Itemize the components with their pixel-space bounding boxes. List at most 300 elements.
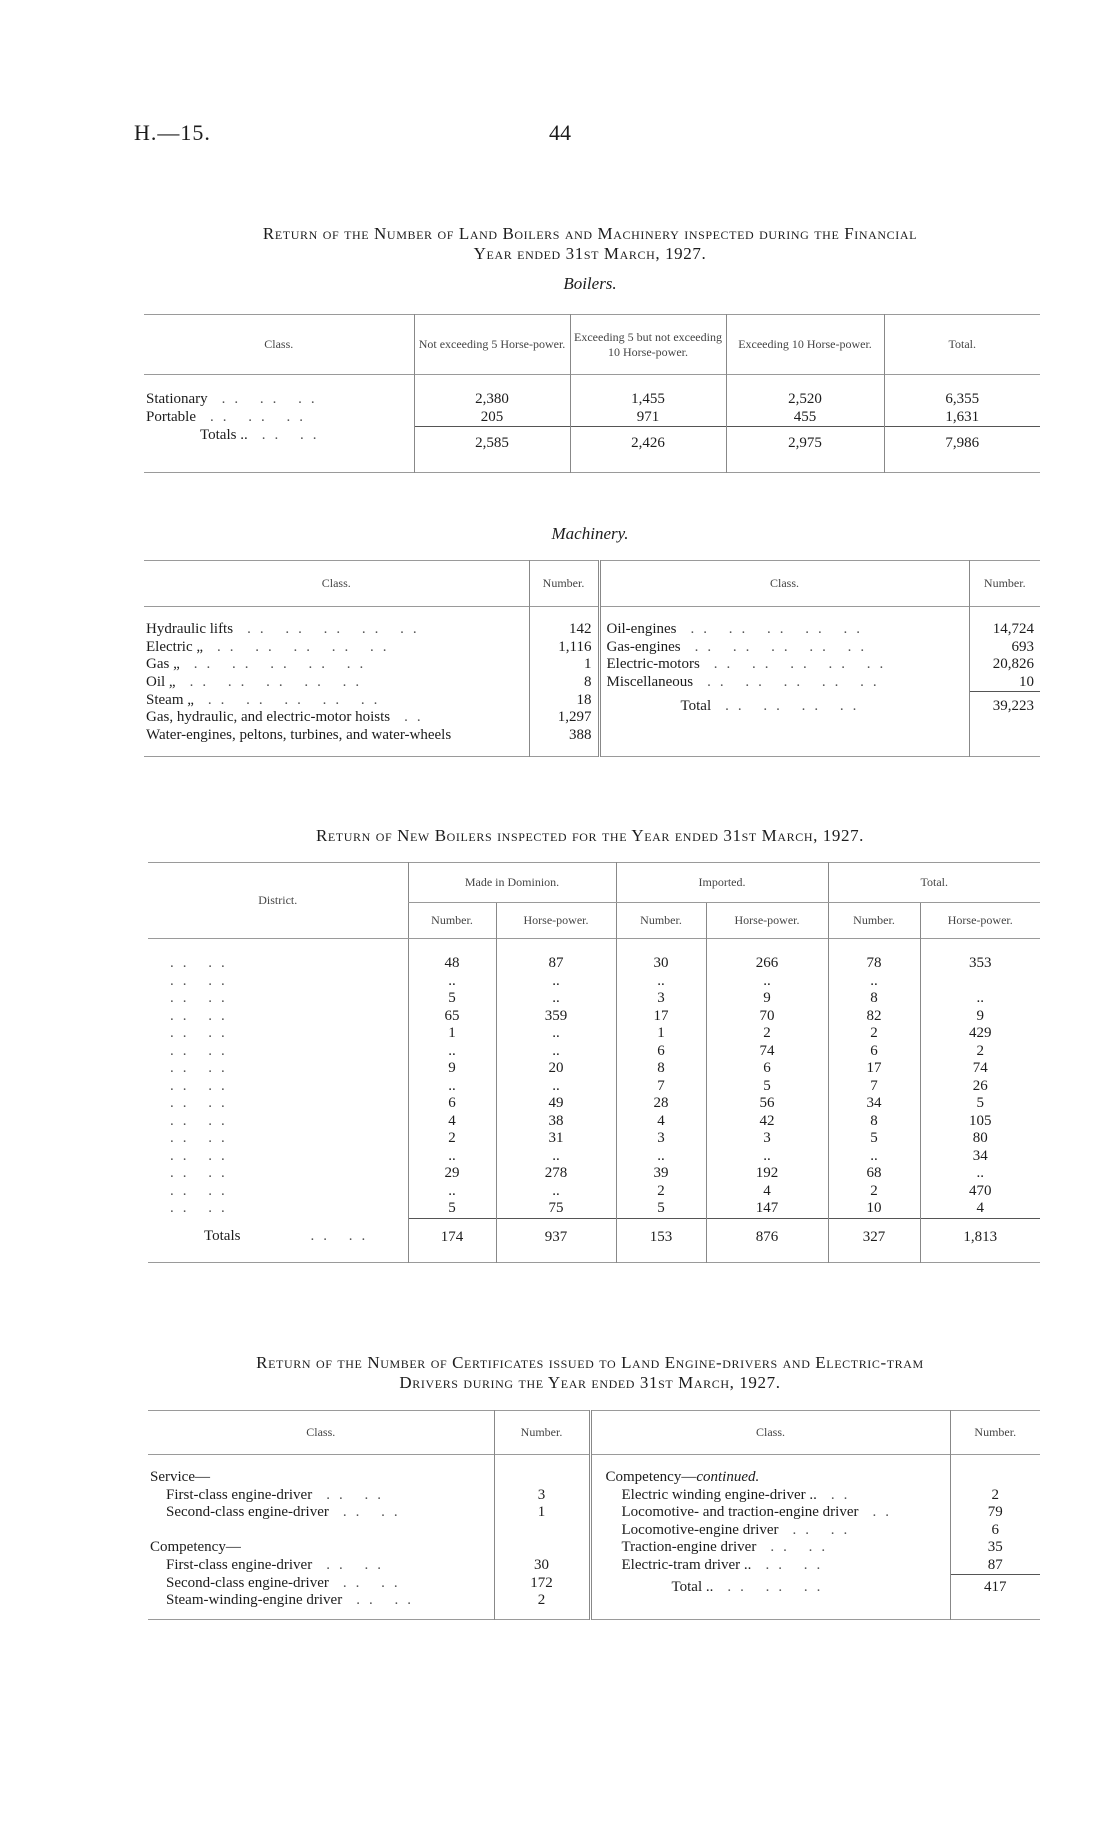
district-name (148, 1095, 408, 1113)
district-row (148, 1095, 1040, 1113)
machinery-left-class (144, 692, 529, 710)
certificate-right-number: 6 (950, 1522, 1040, 1540)
totals-label (148, 1218, 408, 1262)
certificates-total-number: 417 (950, 1575, 1040, 1610)
machinery-right-class (599, 607, 969, 639)
district-name (148, 1165, 408, 1183)
district-cell-t_n: 6 (828, 1043, 920, 1061)
header-total-horse-power: Horse-power. (920, 903, 1040, 939)
machinery-total-label-leader-dots: .. .. .. .. (725, 697, 866, 714)
boilers-header-col1: Not exceeding 5 Horse-power. (414, 315, 570, 375)
certificate-right-class (590, 1539, 950, 1557)
district-cell-t_hp: 429 (920, 1025, 1040, 1043)
header-imported-horse-power: Horse-power. (706, 903, 828, 939)
district-cell-t_hp: .. (920, 990, 1040, 1008)
district-row (148, 1200, 1040, 1218)
district-cell-md_hp: .. (496, 1148, 616, 1166)
certificate-left-number: 172 (494, 1575, 590, 1593)
boilers-subtitle: Boilers. (563, 274, 617, 293)
district-cell-im_hp: 6 (706, 1060, 828, 1078)
header-imported-number: Number. (616, 903, 706, 939)
district-cell-t_hp: .. (920, 1165, 1040, 1183)
certificate-left-number: 2 (494, 1592, 590, 1610)
district-row (148, 1113, 1040, 1131)
certificate-right-class (590, 1504, 950, 1522)
machinery-left-class-text: Electric „ (146, 638, 204, 655)
certificate-right-number: 79 (950, 1504, 1040, 1522)
district-cell-t_n: 78 (828, 939, 920, 973)
machinery-right-class-text: Electric-motors (606, 656, 700, 672)
boilers-cell-c1: 205 (414, 409, 570, 427)
certificate-left-class (148, 1522, 494, 1540)
certificate-right-class-leader-dots: .. .. (792, 1521, 857, 1538)
boilers-totals-label-leader-dots: .. .. (261, 426, 326, 443)
certificate-right-class-text: Locomotive- and traction-engine driver (621, 1504, 859, 1520)
district-cell-t_n: 10 (828, 1200, 920, 1218)
district-cell-t_hp: 74 (920, 1060, 1040, 1078)
machinery-left-class-leader-dots: .. .. .. .. .. (247, 621, 426, 637)
certs-spacer-cell (494, 1610, 590, 1620)
district-row (148, 1183, 1040, 1201)
district-name-leader-dots: .. .. (170, 972, 234, 989)
certificate-row (148, 1504, 1040, 1522)
machinery-left-class-text: Oil „ (146, 673, 176, 690)
certificate-left-class-leader-dots: .. .. (326, 1556, 390, 1573)
machinery-left-number: 388 (529, 727, 599, 745)
machinery-row (144, 674, 1040, 692)
district-cell-md_n: 6 (408, 1095, 496, 1113)
certificate-left-number: 30 (494, 1557, 590, 1575)
certificate-row (148, 1455, 1040, 1487)
machinery-left-number: 1 (529, 656, 599, 674)
district-cell-md_n: .. (408, 1183, 496, 1201)
header-total-number: Number. (828, 903, 920, 939)
machinery-right-number: 693 (969, 639, 1040, 657)
certificate-left-class-text: Service— (150, 1469, 210, 1485)
district-cell-t_hp: 105 (920, 1113, 1040, 1131)
district-cell-im_hp: 3 (706, 1130, 828, 1148)
certificate-right-class (590, 1557, 950, 1575)
district-cell-t_n: 7 (828, 1078, 920, 1096)
district-name (148, 1043, 408, 1061)
certificate-right-number: 35 (950, 1539, 1040, 1557)
district-name (148, 1148, 408, 1166)
machinery-left-class (144, 607, 529, 639)
header-made-horse-power: Horse-power. (496, 903, 616, 939)
boilers-cell-c3: 2,520 (726, 375, 884, 409)
machinery-right-number: 10 (969, 674, 1040, 692)
certificate-right-class (590, 1522, 950, 1540)
district-name (148, 939, 408, 973)
certificate-right-class-text: Locomotive-engine driver (621, 1521, 779, 1538)
district-cell-im_n: 1 (616, 1025, 706, 1043)
section1-title (140, 224, 1040, 264)
district-cell-t_hp: 4 (920, 1200, 1040, 1218)
district-cell-im_hp: .. (706, 973, 828, 991)
district-cell-im_n: 8 (616, 1060, 706, 1078)
machinery-left-class-text: Gas, hydraulic, and electric-motor hoists (146, 709, 391, 725)
district-cell-md_hp: 38 (496, 1113, 616, 1131)
district-cell-md_n: .. (408, 1043, 496, 1061)
district-cell-md_n: .. (408, 1148, 496, 1166)
district-cell-t_hp: 2 (920, 1043, 1040, 1061)
machinery-row (144, 639, 1040, 657)
district-row (148, 1148, 1040, 1166)
district-cell-md_n: 9 (408, 1060, 496, 1078)
district-cell-md_n: 65 (408, 1008, 496, 1026)
header-imported: Imported. (616, 863, 828, 903)
certificate-right-heading (590, 1455, 950, 1487)
header-total: Total. (828, 863, 1040, 903)
machinery-total-label-text: Total (680, 697, 712, 714)
district-row (148, 990, 1040, 1008)
certificate-row (148, 1539, 1040, 1557)
district-name-leader-dots: .. .. (170, 1007, 234, 1024)
machinery-left-class-text: Gas „ (146, 656, 180, 672)
certificate-right-class (590, 1487, 950, 1505)
machinery-left-class-leader-dots: .. .. .. .. .. (189, 673, 369, 690)
district-name-leader-dots: .. .. (170, 1130, 234, 1146)
district-name (148, 1060, 408, 1078)
heading-italic: continued. (696, 1469, 760, 1485)
district-row (148, 1130, 1040, 1148)
district-cell-t_n: 34 (828, 1095, 920, 1113)
district-cell-im_n: .. (616, 1148, 706, 1166)
district-cell-im_n: .. (616, 973, 706, 991)
district-cell-md_hp: 87 (496, 939, 616, 973)
certificate-row (148, 1557, 1040, 1575)
certificate-left-class-text: Second-class engine-driver (166, 1574, 329, 1591)
certificate-left-class-text: Steam-winding-engine driver (166, 1592, 343, 1608)
district-cell-t_n: 2 (828, 1183, 920, 1201)
totals-label-leader-dots: .. .. (310, 1228, 375, 1244)
machinery-header-class-left: Class. (321, 576, 351, 590)
machinery-row (144, 727, 1040, 745)
district-cell-im_hp: 5 (706, 1078, 828, 1096)
district-cell-im_hp: 4 (706, 1183, 828, 1201)
district-cell-t_hp: 34 (920, 1148, 1040, 1166)
boilers-totals-label-text: Totals .. (200, 426, 248, 443)
machinery-left-number: 18 (529, 692, 599, 710)
totals-label-text: Totals (204, 1228, 241, 1244)
header-made-number: Number. (408, 903, 496, 939)
document-reference: H.—15. (134, 120, 211, 145)
district-row (148, 1165, 1040, 1183)
certificate-right-class-text: Traction-engine driver (621, 1539, 757, 1555)
heading-plain: Competency— (605, 1469, 697, 1485)
new-boilers-totals-row (148, 1218, 1040, 1262)
machinery-header-class-right: Class. (599, 561, 969, 607)
district-cell-im_n: 3 (616, 1130, 706, 1148)
district-cell-md_hp: 31 (496, 1130, 616, 1148)
district-cell-t_n: 8 (828, 990, 920, 1008)
district-cell-md_n: 4 (408, 1113, 496, 1131)
certificate-left-class-leader-dots: .. .. (326, 1486, 390, 1503)
district-cell-t_hp (920, 973, 1040, 991)
certificates-total-label-leader-dots: .. .. .. (727, 1578, 830, 1595)
certificate-right-class-leader-dots: .. (830, 1486, 857, 1503)
machinery-right-class-leader-dots: .. .. .. .. .. (713, 656, 893, 672)
totals-t_hp: 1,813 (920, 1218, 1040, 1262)
district-cell-t_hp: 353 (920, 939, 1040, 973)
district-cell-t_n: 8 (828, 1113, 920, 1131)
district-cell-im_hp: 2 (706, 1025, 828, 1043)
district-cell-md_hp: .. (496, 990, 616, 1008)
certificate-left-class-text: First-class engine-driver (166, 1486, 313, 1503)
district-cell-md_n: 29 (408, 1165, 496, 1183)
district-cell-im_n: 30 (616, 939, 706, 973)
certificate-left-class (148, 1539, 494, 1557)
district-cell-t_n: 5 (828, 1130, 920, 1148)
certificate-left-class (148, 1504, 494, 1522)
boilers-row-class (144, 409, 414, 427)
district-cell-im_n: 5 (616, 1200, 706, 1218)
machinery-bottom-rule (144, 744, 1040, 756)
certificate-row (148, 1575, 1040, 1593)
machinery-right-class-text: Gas-engines (606, 638, 681, 655)
certificate-left-number (494, 1522, 590, 1540)
certs-spacer-cell (148, 1610, 494, 1620)
boilers-totals-label (144, 427, 414, 473)
district-row (148, 939, 1040, 973)
district-cell-md_n: 5 (408, 990, 496, 1008)
district-cell-md_hp: .. (496, 1043, 616, 1061)
certificate-left-number: 1 (494, 1504, 590, 1522)
machinery-left-class (144, 727, 529, 745)
district-cell-im_hp: 70 (706, 1008, 828, 1026)
machinery-left-class (144, 656, 529, 674)
district-name (148, 1025, 408, 1043)
district-cell-md_hp: .. (496, 1025, 616, 1043)
certs-bottom-rule (148, 1610, 1040, 1620)
district-cell-t_n: .. (828, 1148, 920, 1166)
district-row (148, 973, 1040, 991)
boilers-table (144, 314, 1040, 473)
machinery-spacer-cell (969, 744, 1040, 756)
machinery-header-number-left: Number. (529, 561, 599, 607)
certificate-right-number: 87 (950, 1557, 1040, 1575)
machinery-table (144, 560, 1040, 757)
district-name-leader-dots: .. .. (170, 1147, 234, 1164)
boilers-cell-c3: 455 (726, 409, 884, 427)
certificate-left-class-leader-dots: .. .. (356, 1592, 420, 1608)
district-name-leader-dots: .. .. (170, 1060, 234, 1076)
machinery-spacer-cell (144, 744, 529, 756)
district-name-leader-dots: .. .. (170, 990, 234, 1006)
certs-header-class-left: Class. (306, 1425, 336, 1439)
district-name (148, 1183, 408, 1201)
district-cell-im_n: 17 (616, 1008, 706, 1026)
district-cell-t_hp: 470 (920, 1183, 1040, 1201)
district-cell-im_n: 28 (616, 1095, 706, 1113)
district-row (148, 1025, 1040, 1043)
district-cell-t_n: 82 (828, 1008, 920, 1026)
machinery-right-class-leader-dots: .. .. .. .. .. (707, 673, 886, 690)
machinery-left-class-text: Steam „ (146, 691, 194, 708)
machinery-spacer-cell (599, 744, 969, 756)
boilers-total-c1: 2,585 (414, 427, 570, 473)
certificate-left-class-text: Competency— (150, 1539, 241, 1555)
district-cell-md_n: 2 (408, 1130, 496, 1148)
certificate-right-class-leader-dots: .. .. (770, 1539, 835, 1555)
machinery-left-class (144, 639, 529, 657)
boilers-total-total: 7,986 (884, 427, 1040, 473)
district-name-leader-dots: .. .. (170, 1112, 234, 1129)
district-cell-im_n: 39 (616, 1165, 706, 1183)
district-cell-md_hp: 359 (496, 1008, 616, 1026)
certificates-table (148, 1410, 1040, 1620)
machinery-left-number: 142 (529, 607, 599, 639)
machinery-total-number: 39,223 (969, 692, 1040, 727)
machinery-total-label (599, 692, 969, 727)
district-name-leader-dots: .. .. (170, 1077, 234, 1094)
machinery-left-class (144, 674, 529, 692)
certificate-right-class-text: Electric-tram driver .. (621, 1556, 752, 1573)
district-cell-t_n: 2 (828, 1025, 920, 1043)
district-row (148, 1043, 1040, 1061)
district-cell-md_hp: 278 (496, 1165, 616, 1183)
boilers-cell-total: 6,355 (884, 375, 1040, 409)
boilers-row-class-text: Portable (146, 409, 196, 425)
district-cell-md_n: 1 (408, 1025, 496, 1043)
machinery-right-empty (599, 727, 969, 745)
machinery-left-class-leader-dots: .. .. .. .. .. (217, 638, 396, 655)
certificate-left-class (148, 1487, 494, 1505)
boilers-row (144, 409, 1040, 427)
machinery-left-number: 1,116 (529, 639, 599, 657)
machinery-right-class-leader-dots: .. .. .. .. .. (690, 621, 869, 637)
machinery-left-class-leader-dots: .. .. .. .. .. (193, 656, 373, 672)
certificate-left-class (148, 1557, 494, 1575)
district-name (148, 1078, 408, 1096)
machinery-row (144, 607, 1040, 639)
machinery-right-empty (969, 727, 1040, 745)
certificate-right-class-leader-dots: .. .. (765, 1556, 830, 1573)
machinery-row (144, 692, 1040, 710)
district-cell-im_hp: 9 (706, 990, 828, 1008)
certificates-total-label-text: Total .. (671, 1578, 714, 1595)
district-name-leader-dots: .. .. (170, 1182, 234, 1199)
certificate-left-class (148, 1455, 494, 1487)
district-cell-im_hp: 266 (706, 939, 828, 973)
machinery-subtitle: Machinery. (551, 524, 629, 543)
boilers-row (144, 375, 1040, 409)
boilers-header-total: Total. (884, 315, 1040, 375)
section2-title (140, 826, 1040, 846)
district-cell-md_hp: .. (496, 1078, 616, 1096)
new-boilers-table (148, 862, 1040, 1263)
totals-t_n: 327 (828, 1218, 920, 1262)
certs-spacer-cell (950, 1610, 1040, 1620)
district-cell-t_hp: 26 (920, 1078, 1040, 1096)
machinery-right-number: 14,724 (969, 607, 1040, 639)
totals-im_n: 153 (616, 1218, 706, 1262)
certificate-left-class-text: First-class engine-driver (166, 1556, 313, 1573)
machinery-right-class-text: Miscellaneous (606, 673, 694, 690)
certs-header-number-left: Number. (494, 1411, 590, 1455)
district-row (148, 1078, 1040, 1096)
machinery-header-number-right: Number. (969, 561, 1040, 607)
machinery-right-class-text: Oil-engines (606, 621, 677, 637)
certificate-right-class-leader-dots: .. (872, 1504, 898, 1520)
district-cell-im_n: 3 (616, 990, 706, 1008)
district-name (148, 1113, 408, 1131)
district-cell-im_hp: 42 (706, 1113, 828, 1131)
district-name (148, 973, 408, 991)
district-name-leader-dots: .. .. (170, 1095, 234, 1111)
boilers-row-class-text: Stationary (146, 391, 208, 407)
district-cell-t_n: 17 (828, 1060, 920, 1078)
district-row (148, 1060, 1040, 1078)
totals-md_n: 174 (408, 1218, 496, 1262)
district-cell-im_n: 7 (616, 1078, 706, 1096)
boilers-header-col2: Exceeding 5 but not exceeding 10 Horse-power. (570, 315, 726, 375)
district-cell-md_hp: 75 (496, 1200, 616, 1218)
district-cell-t_n: .. (828, 973, 920, 991)
district-cell-im_hp: 74 (706, 1043, 828, 1061)
boilers-cell-total: 1,631 (884, 409, 1040, 427)
district-cell-md_n: 5 (408, 1200, 496, 1218)
machinery-left-class (144, 709, 529, 727)
district-cell-md_hp: .. (496, 1183, 616, 1201)
district-cell-t_hp: 9 (920, 1008, 1040, 1026)
district-cell-md_hp: 20 (496, 1060, 616, 1078)
district-cell-im_hp: 192 (706, 1165, 828, 1183)
district-cell-im_hp: 56 (706, 1095, 828, 1113)
section3-title-line2: Drivers during the Year ended 31st March, 1927. (399, 1373, 781, 1392)
certificate-left-number: 3 (494, 1487, 590, 1505)
totals-im_hp: 876 (706, 1218, 828, 1262)
district-name-leader-dots: .. .. (170, 1165, 234, 1181)
certs-spacer-cell (590, 1610, 950, 1620)
district-row (148, 1008, 1040, 1026)
district-cell-im_hp: .. (706, 1148, 828, 1166)
boilers-row-class (144, 375, 414, 409)
boilers-total-c3: 2,975 (726, 427, 884, 473)
section1-title-line1: Return of the Number of Land Boilers and Machinery inspected during the Financial (262, 224, 918, 243)
district-name-leader-dots: .. .. (170, 955, 234, 971)
certificates-total-label (590, 1575, 950, 1610)
section3-title (140, 1353, 1040, 1393)
boilers-row-class-leader-dots: .. .. .. (221, 391, 324, 407)
district-cell-t_hp: 80 (920, 1130, 1040, 1148)
machinery-row (144, 656, 1040, 674)
certificate-row (148, 1522, 1040, 1540)
page-number: 44 (549, 120, 571, 145)
header-made-in-dominion: Made in Dominion. (408, 863, 616, 903)
boilers-cell-c2: 1,455 (570, 375, 726, 409)
machinery-right-class-leader-dots: .. .. .. .. .. (694, 638, 874, 655)
district-cell-md_n: .. (408, 1078, 496, 1096)
certificate-left-number (494, 1455, 590, 1487)
certificate-right-number: 2 (950, 1487, 1040, 1505)
district-cell-md_n: .. (408, 973, 496, 991)
section3-title-line1: Return of the Number of Certificates issued to Land Engine-drivers and Electric-tram (256, 1353, 924, 1372)
certificate-left-class-text: Second-class engine-driver (166, 1504, 329, 1520)
district-cell-md_n: 48 (408, 939, 496, 973)
certs-header-class-right: Class. (590, 1411, 950, 1455)
district-name-leader-dots: .. .. (170, 1042, 234, 1059)
section1-title-line2: Year ended 31st March, 1927. (473, 244, 707, 263)
certificate-left-class (148, 1592, 494, 1610)
machinery-left-class-text: Hydraulic lifts (146, 621, 234, 637)
machinery-right-class (599, 639, 969, 657)
machinery-left-number: 1,297 (529, 709, 599, 727)
district-cell-md_hp: .. (496, 973, 616, 991)
certificate-left-class-leader-dots: .. .. (342, 1504, 407, 1520)
district-name (148, 1200, 408, 1218)
machinery-left-class-leader-dots: .. .. .. .. .. (207, 691, 387, 708)
